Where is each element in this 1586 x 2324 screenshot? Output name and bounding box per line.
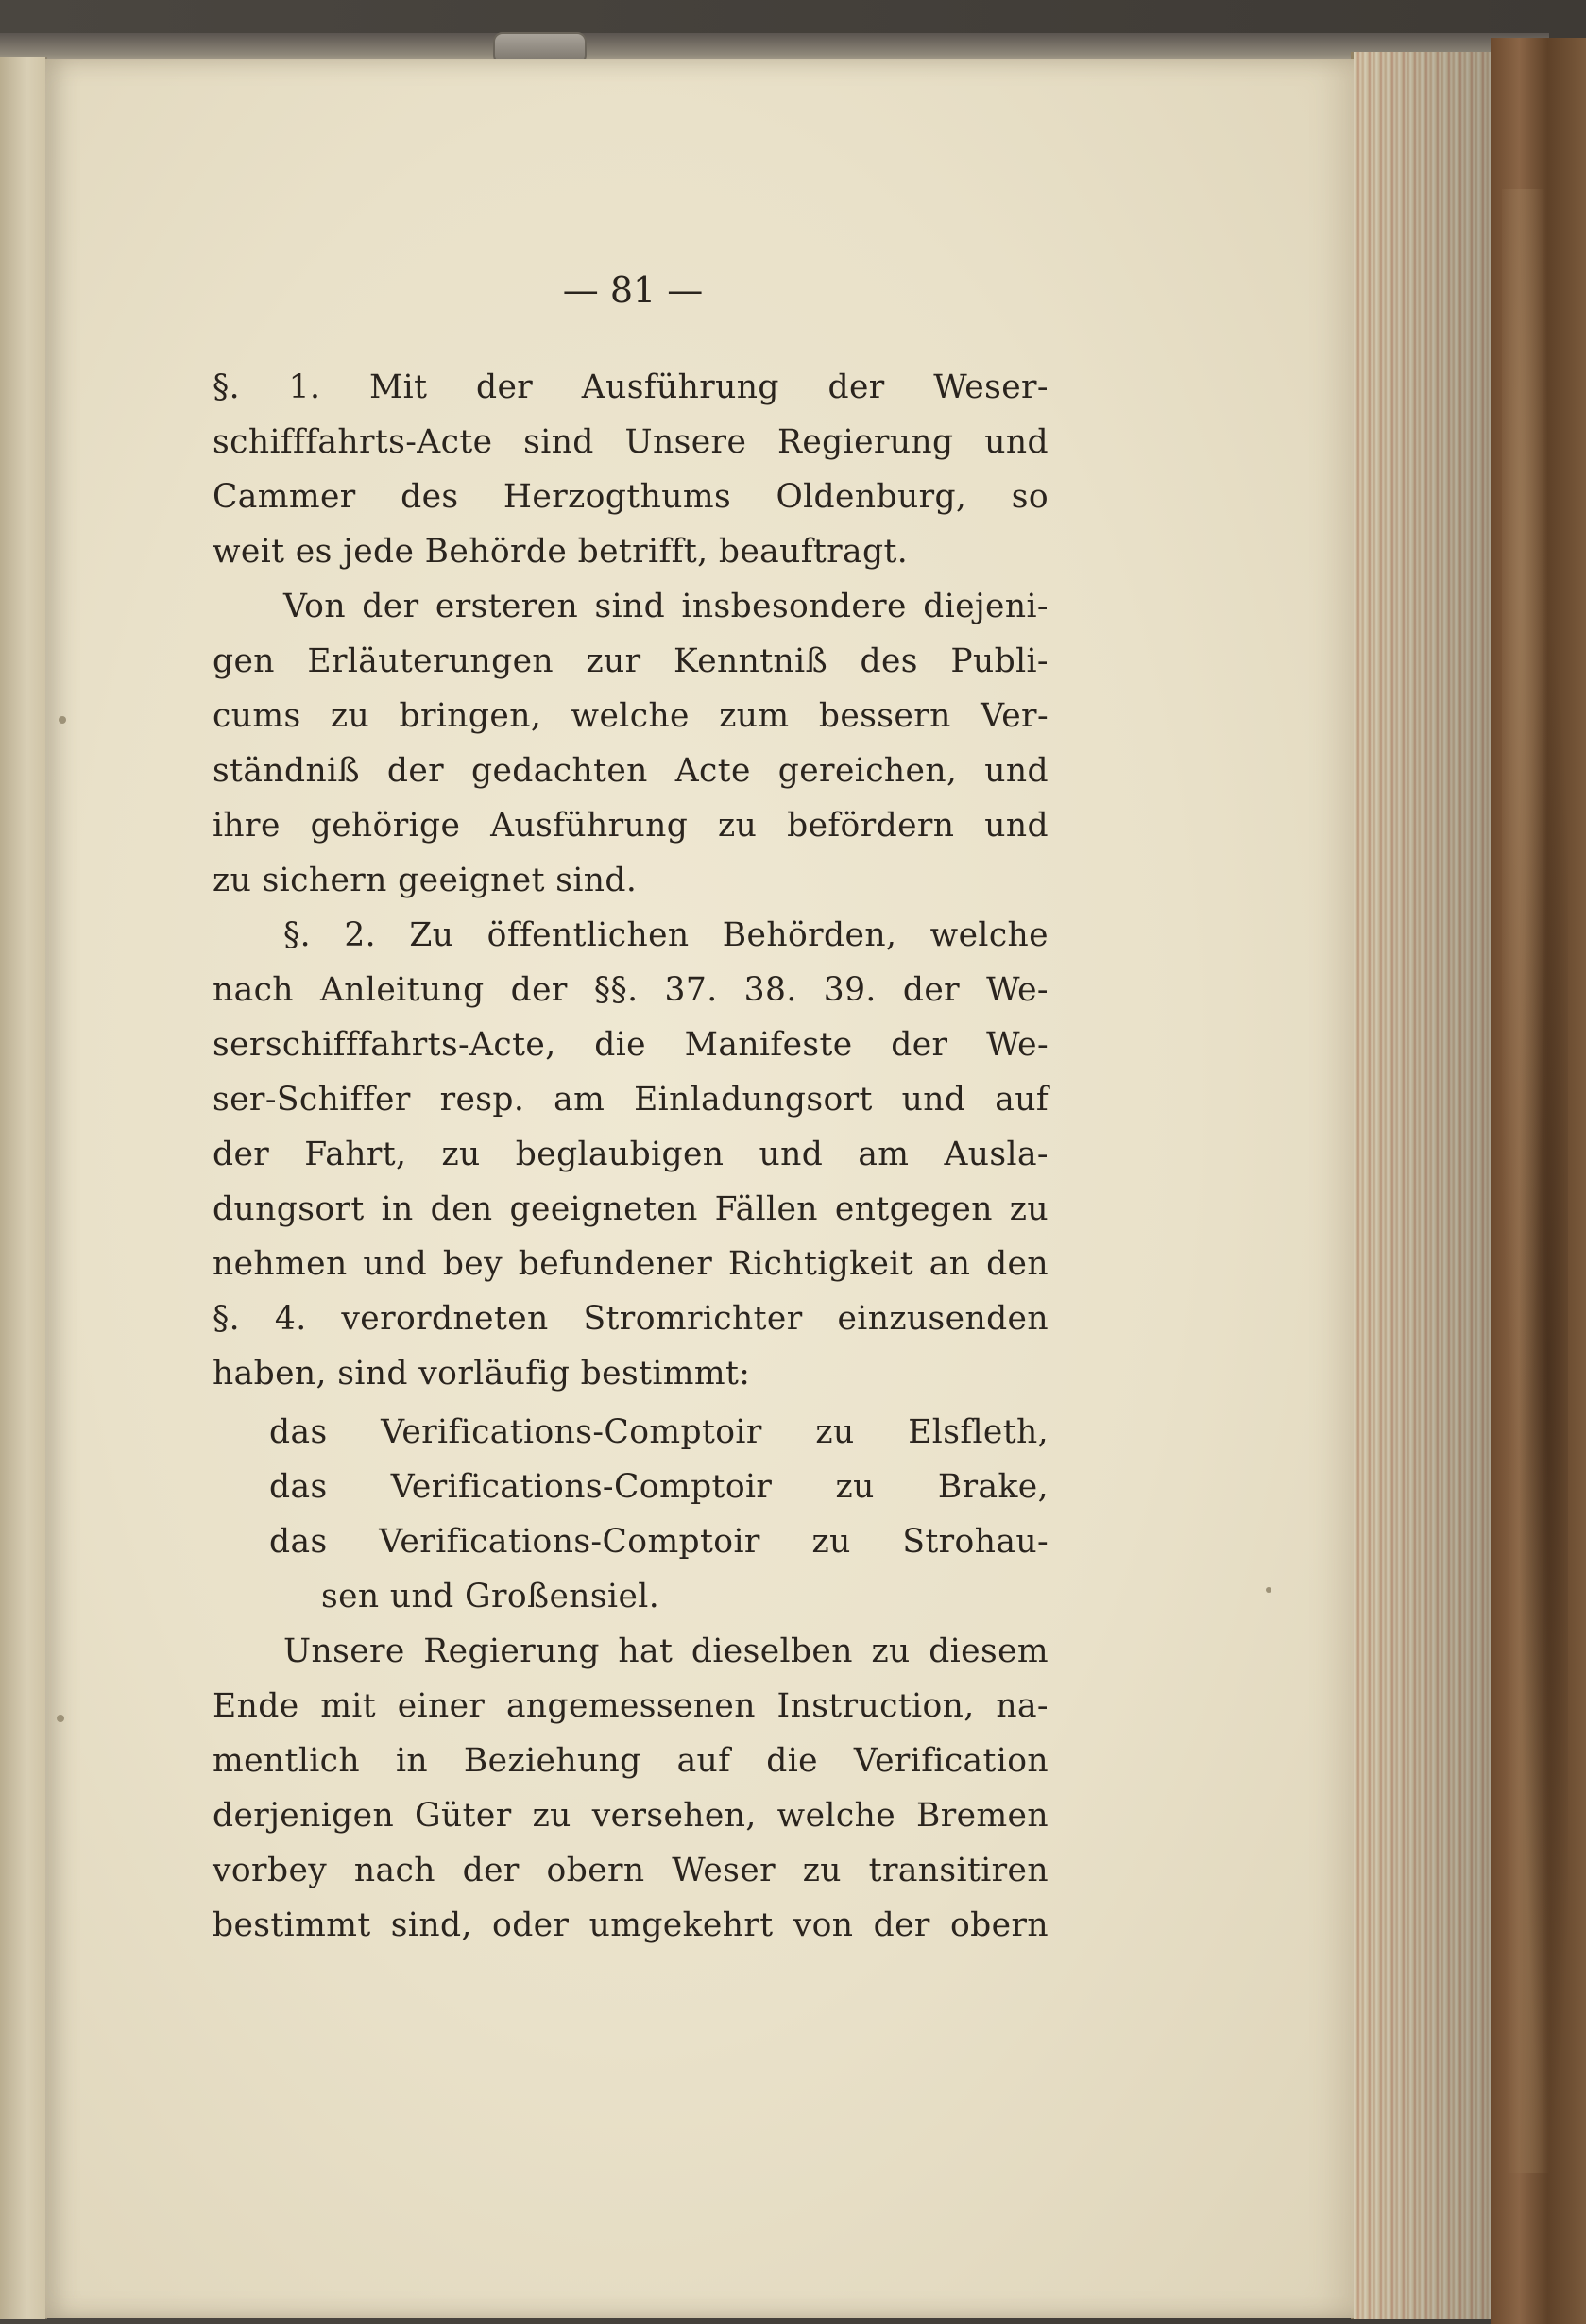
margin-speck bbox=[57, 1715, 64, 1722]
text-line: Cammer des Herzogthums Oldenburg, so bbox=[213, 478, 1049, 516]
margin-speck bbox=[59, 716, 66, 724]
text-line: nach Anleitung der §§. 37. 38. 39. der We- bbox=[213, 971, 1049, 1009]
text-line: mentlich in Beziehung auf die Verification bbox=[213, 1742, 1049, 1780]
text-line: ihre gehörige Ausführung zu befördern und bbox=[213, 807, 1049, 845]
text-line: das Verifications-Comptoir zu Strohau- bbox=[269, 1523, 1049, 1561]
text-line: das Verifications-Comptoir zu Brake, bbox=[269, 1468, 1049, 1506]
text-line: cums zu bringen, welche zum bessern Ver- bbox=[213, 697, 1049, 735]
text-line: zu sichern geeignet sind. bbox=[213, 862, 638, 899]
text-line: nehmen und bey befundener Richtigkeit an den bbox=[213, 1245, 1049, 1283]
text-line: Von der ersteren sind insbesondere diejeni- bbox=[283, 588, 1049, 625]
text-line: sen und Großensiel. bbox=[321, 1578, 660, 1615]
text-line: ständniß der gedachten Acte gereichen, und bbox=[213, 752, 1049, 790]
margin-speck bbox=[1266, 1587, 1271, 1593]
text-line: vorbey nach der obern Weser zu transitiren bbox=[213, 1852, 1049, 1889]
page-number-header: — 81 — bbox=[562, 269, 704, 311]
text-line: §. 1. Mit der Ausführung der Weser- bbox=[213, 368, 1049, 406]
text-line: §. 4. verordneten Stromrichter einzusenden bbox=[213, 1300, 1049, 1338]
text-line: Unsere Regierung hat dieselben zu diesem bbox=[283, 1632, 1049, 1670]
facing-page-edge bbox=[0, 57, 47, 2319]
text-line: der Fahrt, zu beglaubigen und am Ausla- bbox=[213, 1136, 1049, 1173]
text-line: dungsort in den geeigneten Fällen entgegen zu bbox=[213, 1190, 1049, 1228]
text-line: Ende mit einer angemessenen Instruction, na- bbox=[213, 1687, 1049, 1725]
text-line: haben, sind vorläufig bestimmt: bbox=[213, 1355, 751, 1393]
text-line: schifffahrts-Acte sind Unsere Regierung und bbox=[213, 423, 1049, 461]
text-line: ser-Schiffer resp. am Einladungsort und auf bbox=[213, 1081, 1049, 1119]
marbled-cover bbox=[1502, 189, 1568, 2173]
text-line: serschifffahrts-Acte, die Manifeste der We- bbox=[213, 1026, 1049, 1064]
text-line: gen Erläuterungen zur Kenntniß des Publi- bbox=[213, 642, 1049, 680]
fore-edge-shadow bbox=[1351, 52, 1492, 2319]
text-line: weit es jede Behörde betrifft, beauftragt. bbox=[213, 533, 909, 571]
text-line: das Verifications-Comptoir zu Elsfleth, bbox=[269, 1413, 1049, 1451]
text-line: §. 2. Zu öffentlichen Behörden, welche bbox=[283, 916, 1049, 954]
text-line: bestimmt sind, oder umgekehrt von der obern bbox=[213, 1906, 1049, 1944]
text-line: derjenigen Güter zu versehen, welche Bremen bbox=[213, 1797, 1049, 1835]
